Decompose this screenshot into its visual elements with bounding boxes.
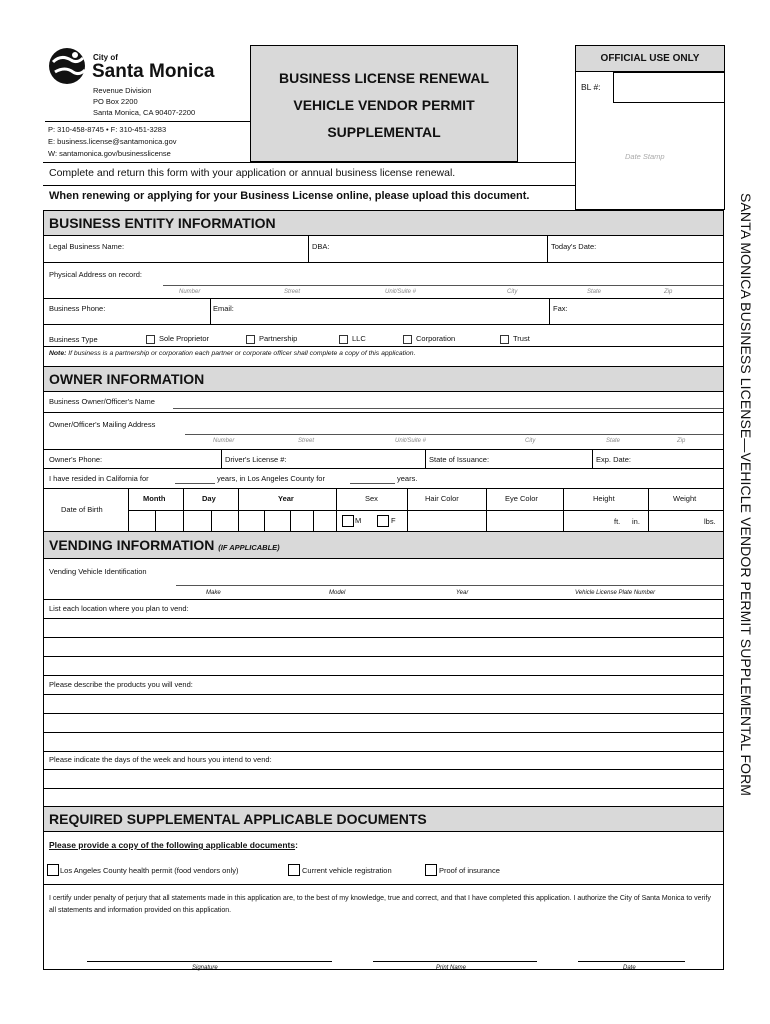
signature-line[interactable] [87,961,332,962]
weight-label: Weight [673,494,697,503]
checkbox[interactable] [146,335,155,344]
instruction-colon: : [295,840,298,850]
years-la-field[interactable] [350,483,395,484]
divider [43,884,724,885]
days-line[interactable] [43,788,724,789]
height-label: Height [593,494,615,503]
state-issuance-label: State of Issuance: [429,455,490,464]
locations-line[interactable] [43,675,724,676]
divider [128,510,724,511]
contact-phone: P: 310-458-8745 • F: 310-451-3283 [48,125,167,134]
checkbox[interactable] [403,335,412,344]
digit-divider [211,510,212,531]
divider [221,449,222,468]
dba-label: DBA: [312,242,330,251]
locations-label: List each location where you plan to vend: [49,604,189,613]
addr-sub-state: State [587,289,602,295]
vehicle-sub-year: Year [456,590,469,596]
products-line[interactable] [43,732,724,733]
owner-phone-label: Owner's Phone: [49,455,103,464]
section-title: OWNER INFORMATION [49,371,205,387]
exp-date-label: Exp. Date: [596,455,632,464]
type-option-partnership[interactable] [246,334,297,344]
signature-label: Signature [192,965,218,971]
lbs-label: lbs. [704,517,716,526]
form-title-line: VEHICLE VENDOR PERMIT [293,97,475,113]
business-phone-label: Business Phone: [49,304,106,313]
option-label: LLC [352,334,366,343]
addr-sub-zip: Zip [677,438,686,444]
digit-divider [155,510,156,531]
sex-m-label: M [355,516,362,525]
type-option-llc[interactable] [339,334,366,344]
todays-date-label: Today's Date: [551,242,597,251]
contact-email: E: business.license@santamonica.gov [48,137,177,146]
addr-sub-number: Number [213,438,235,444]
addr-sub-number: Number [179,289,201,295]
vehicle-id-label: Vending Vehicle Identification [49,567,147,576]
date-stamp-label: Date Stamp [625,152,665,161]
section-title-text: VENDING INFORMATION [49,537,215,553]
physical-address-label: Physical Address on record: [49,270,142,279]
side-title: SANTA MONICA BUSINESS LICENSE—VEHICLE VENDOR PERMIT SUPPLEMENTAL FORM [738,193,754,797]
year-label: Year [278,494,294,503]
addr-sub-street: Street [298,438,315,444]
addr-sub-zip: Zip [664,289,673,295]
city-logo-icon [47,46,91,86]
sex-label: Sex [365,494,378,503]
divider [547,236,548,262]
sex-f-checkbox[interactable] [377,515,389,527]
digit-divider [264,510,265,531]
form-title-line: BUSINESS LICENSE RENEWAL [278,70,490,86]
products-line[interactable] [43,713,724,714]
divider [43,185,575,186]
years-ca-field[interactable] [175,483,215,484]
option-label: Sole Proprietor [159,334,210,343]
locations-line[interactable] [43,637,724,638]
form-title-line: SUPPLEMENTAL [327,124,441,140]
days-label: Please indicate the days of the week and hours you intend to vend: [49,755,272,764]
vehicle-id-field[interactable] [176,585,723,586]
date-label: Date [623,965,636,971]
documents-instruction [49,840,298,850]
owner-mailing-field[interactable] [185,434,723,435]
intro-line-bold: When renewing or applying for your Business License online, please upload this document. [49,190,530,202]
divider [238,488,239,531]
address-line: Santa Monica, CA 90407-2200 [93,108,196,117]
option-label: Partnership [259,334,298,343]
divider [210,298,211,324]
locations-line[interactable] [43,656,724,657]
divider [549,298,550,324]
vehicle-registration-label: Current vehicle registration [302,866,392,875]
divider [43,599,724,600]
owner-name-label: Business Owner/Officer's Name [49,397,155,406]
fax-label: Fax: [553,304,568,313]
city-name: Santa Monica [92,61,215,82]
business-type-label: Business Type [49,335,98,344]
note [49,350,415,357]
divider [648,488,649,531]
vehicle-sub-plate: Vehicle License Plate Number [575,590,656,596]
ft-label: ft. [614,517,621,526]
in-label: in. [632,517,640,526]
intro-line: Complete and return this form with your application or annual business license renewal. [49,167,456,179]
divider [308,236,309,262]
addr-sub-unit: Unit/Suite # [385,289,417,295]
addr-sub-city: City [507,289,518,295]
resided-years-label: years. [397,474,418,483]
divider [486,488,487,531]
digit-divider [290,510,291,531]
divider [425,449,426,468]
note-text: If business is a partnership or corporation each partner or corporate officer shall complete a copy of this application. [68,350,416,357]
type-option-corporation[interactable] [403,334,455,344]
divider [43,346,724,347]
divider [45,121,250,122]
drivers-license-label: Driver's License #: [225,455,287,464]
email-label: Email: [213,304,234,313]
address-field-line[interactable] [163,285,723,286]
instruction-text: Please provide a copy of the following applicable documents [49,840,296,850]
sex-f-label: F [391,516,396,525]
type-option-sole[interactable] [146,334,209,344]
health-permit-label: Los Angeles County health permit (food vendors only) [60,866,239,875]
owner-name-field[interactable] [173,408,723,409]
owner-mailing-label: Owner/Officer's Mailing Address [49,420,156,429]
health-permit-checkbox[interactable] [47,864,59,876]
legal-name-label: Legal Business Name: [49,242,125,251]
note-label: Note: [49,350,67,357]
insurance-checkbox[interactable] [425,864,437,876]
section-title [49,537,280,553]
products-line[interactable] [43,694,724,695]
digit-divider [313,510,314,531]
divider [43,324,724,325]
type-option-trust[interactable] [500,334,530,344]
addr-sub-city: City [525,438,536,444]
divider [43,468,724,469]
checkbox[interactable] [500,335,509,344]
divider [407,488,408,531]
addr-sub-street: Street [284,289,301,295]
divider [43,262,724,263]
divider [563,488,564,531]
bl-number-field[interactable] [613,72,725,103]
official-use-label: OFFICIAL USE ONLY [600,53,700,64]
products-label: Please describe the products you will vend: [49,680,193,689]
sex-m-checkbox[interactable] [342,515,354,527]
print-name-label: Print Name [436,965,467,971]
divider [43,298,724,299]
divider [592,449,593,468]
divider [43,162,575,163]
option-label: Corporation [416,334,456,343]
day-label: Day [202,494,216,503]
resided-la-label: years, in Los Angeles County for [217,474,325,483]
contact-web: W: santamonica.gov/businesslicense [48,149,171,158]
divider [336,488,337,531]
section-title: BUSINESS ENTITY INFORMATION [49,215,276,231]
address-line: PO Box 2200 [93,97,138,106]
divider [43,449,724,450]
address-line: Revenue Division [93,86,152,95]
section-title: REQUIRED SUPPLEMENTAL APPLICABLE DOCUMENTS [49,811,427,827]
addr-sub-state: State [606,438,621,444]
vehicle-registration-checkbox[interactable] [288,864,300,876]
products-line[interactable] [43,751,724,752]
addr-sub-unit: Unit/Suite # [395,438,427,444]
eye-color-label: Eye Color [505,494,538,503]
city-of-label: City of [93,53,118,62]
divider [183,488,184,531]
dob-label: Date of Birth [61,505,103,514]
section-title-note: (IF APPLICABLE) [218,543,280,552]
resided-ca-label: I have resided in California for [49,474,149,483]
divider [43,412,724,413]
hair-color-label: Hair Color [425,494,459,503]
days-line[interactable] [43,769,724,770]
month-label: Month [143,494,166,503]
vehicle-sub-model: Model [329,590,346,596]
insurance-label: Proof of insurance [439,866,500,875]
checkbox[interactable] [246,335,255,344]
date-line[interactable] [578,961,685,962]
vehicle-sub-make: Make [206,590,221,596]
print-name-line[interactable] [373,961,537,962]
locations-line[interactable] [43,618,724,619]
divider [43,488,724,489]
option-label: Trust [513,334,530,343]
checkbox[interactable] [339,335,348,344]
bl-number-label: BL #: [581,82,601,92]
certification-text: I certify under penalty of perjury that all statements made in this application are, to the best of my knowledge, true and correct, and that I have completed this application. I authorize the City of Santa Monica to verify all statements and information provided on this application. [49,895,711,914]
